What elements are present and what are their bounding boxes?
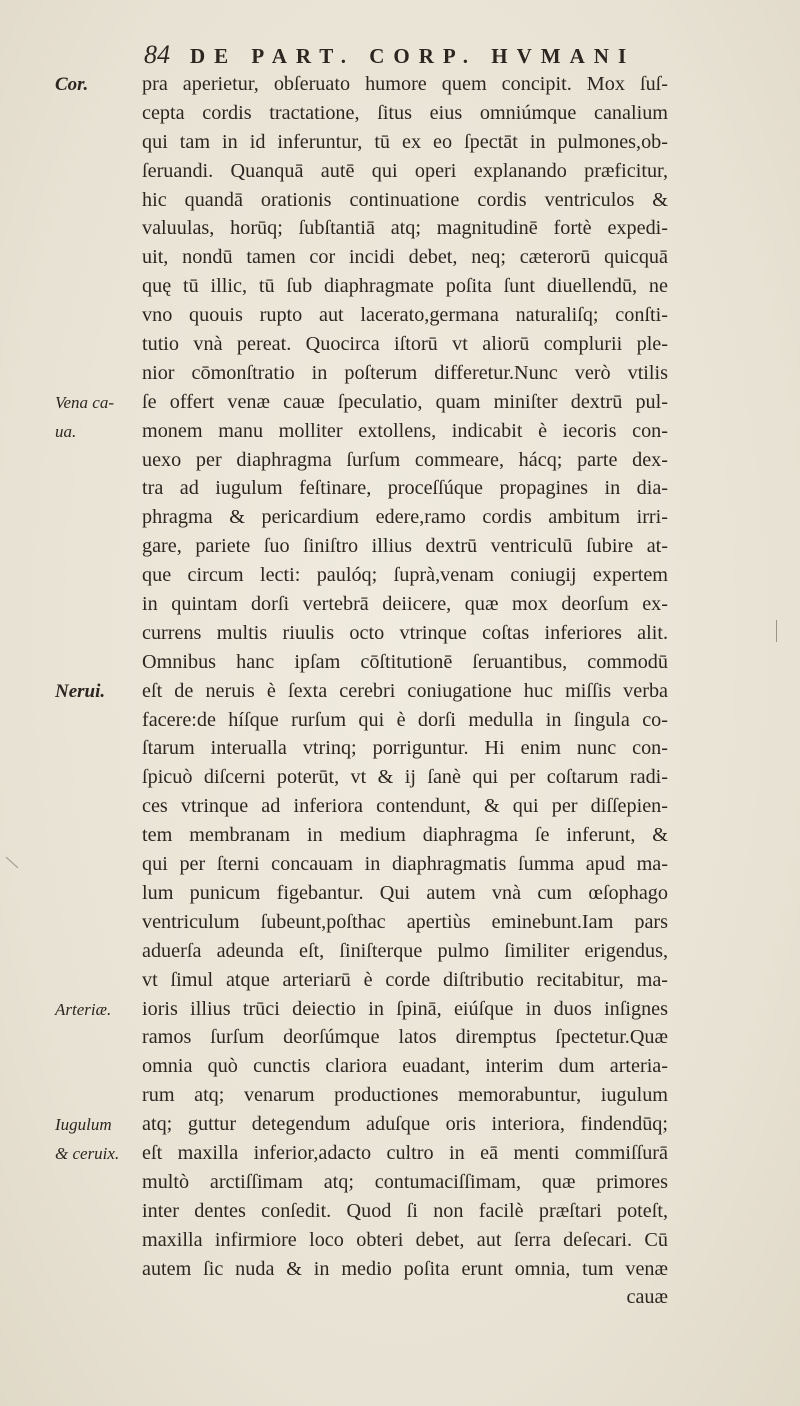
text-line: pra aperietur, obſeruato humore quem concipit. Mox ſuſ- (142, 73, 668, 95)
text-line: eſt de neruis è ſexta cerebri coniugatione huc miſſis verba (142, 679, 668, 702)
margin-note: Nerui. (55, 680, 106, 702)
text-line: currens multis riuulis octo vtrinque coſtas inferiores alit. (142, 621, 668, 644)
text-line: nior cōmonſtratio in poſterum differetur.Nunc verò vtilis (142, 361, 668, 384)
text-line: facere:de híſque rurſum qui è dorſi medulla in ſingula co- (142, 708, 668, 731)
text-line: que circum lecti: paulóq; ſuprà,venam coniugij expertem (142, 564, 668, 587)
text-line: ventriculum ſubeunt,poſthac apertiùs eminebunt.Iam pars (142, 910, 668, 933)
text-line: hic quandā orationis continuatione cordis ventriculos & (142, 188, 668, 211)
text-line: rum atq; venarum productiones memorabuntur, iugulum (142, 1084, 668, 1107)
text-line: ces vtrinque ad inferiora contendunt, & qui per diſſepien- (142, 795, 668, 818)
text-line: uexo per diaphragma ſurſum commeare, hácq; parte dex- (142, 448, 668, 471)
text-line: lum punicum figebantur. Qui autem vnà cum œſophago (142, 881, 668, 904)
text-line: cepta cordis tractatione, ſitus eius omniúmque canalium (142, 101, 668, 124)
text-line: ſeruandi. Quanquā autē qui operi explanando præficitur, (142, 159, 668, 182)
margin-note: Cor. (55, 74, 89, 95)
text-line: ioris illius trūci deiectio in ſpinā, eiúſque in duos inſignes (142, 997, 668, 1020)
text-line: cauæ (626, 1286, 668, 1309)
margin-note: & ceruix. (55, 1144, 120, 1164)
text-line: in quintam dorſi vertebrā deiicere, quæ mox deorſum ex- (142, 593, 668, 616)
text-line: tutio vnà pereat. Quocirca iſtorū vt aliorū complurii ple- (142, 333, 668, 356)
text-line: vt ſimul atque arteriarū è corde diſtributio recitabitur, ma- (142, 968, 668, 991)
text-line: qui per ſterni concauam in diaphragmatis ſumma apud ma- (142, 853, 668, 876)
text-line: ſpicuò diſcerni poterūt, vt & ij ſanè qui per coſtarum radi- (142, 766, 668, 789)
body-text (142, 70, 668, 1312)
text-line: atq; guttur detegendum aduſque oris interiora, findendūq; (142, 1113, 668, 1136)
page-number: 84 (144, 40, 170, 69)
text-line: uit, nondū tamen cor incidi debet, neq; cæterorū quicquā (142, 246, 668, 269)
text-line: qui tam in id inferuntur, tū ex eo ſpectāt in pulmones,ob- (142, 130, 668, 153)
text-line: ſe offert venæ cauæ ſpeculatio, quam miniſter dextrū pul- (142, 390, 668, 413)
text-line: autem ſic nuda & in medio poſita erunt omnia, tum venæ (142, 1257, 668, 1280)
text-line: vno quouis rupto aut lacerato,germana naturaliſq; conſti- (142, 304, 668, 327)
ink-speck (776, 620, 777, 642)
text-line: quę tū illic, tū ſub diaphragmate poſita ſunt diuellendū, ne (142, 275, 668, 298)
running-head: DE PART. CORP. HVMANI (190, 44, 636, 68)
text-line: phragma & pericardium edere,ramo cordis ambitum irri- (142, 506, 668, 529)
text-line: multò arctiſſimam atq; contumaciſſimam, quæ primores (142, 1170, 668, 1193)
text-line: aduerſa adeunda eſt, ſiniſterque pulmo ſimiliter erigendus, (142, 939, 668, 962)
text-line: eſt maxilla inferior,adacto cultro in eā menti commiſſurā (142, 1141, 668, 1164)
text-line: inter dentes conſedit. Quod ſi non facilè præſtari poteſt, (142, 1199, 668, 1222)
text-line: ſtarum interualla vtrinq; porriguntur. Hi enim nunc con- (142, 737, 668, 760)
ink-speck (6, 857, 19, 868)
margin-note: Vena ca- (55, 392, 115, 412)
margin-note: ua. (55, 421, 77, 441)
text-line: tra ad iugulum feſtinare, proceſſúque propagines in dia- (142, 477, 668, 500)
text-line: Omnibus hanc ipſam cōſtitutionē ſeruantibus, commodū (142, 650, 668, 673)
text-line: tem membranam in medium diaphragma ſe inferunt, & (142, 824, 668, 847)
text-line: gare, pariete ſuo ſiniſtro illius dextrū ventriculū ſubire at- (142, 535, 668, 558)
margin-note: Iugulum (55, 1115, 112, 1135)
text-line: maxilla infirmiore loco obteri debet, aut ſerra deſecari. Cū (142, 1228, 668, 1251)
text-line: valuulas, horūq; ſubſtantiā atq; magnitudinē fortè expedi- (142, 217, 668, 240)
text-line: ramos ſurſum deorſúmque latos diremptus ſpectetur.Quæ (142, 1026, 668, 1049)
text-line: monem manu molliter extollens, indicabit è iecoris con- (142, 419, 668, 442)
text-line: omnia quò cunctis clariora euadant, interim dum arteria- (142, 1055, 668, 1078)
margin-note: Arteriæ. (55, 999, 112, 1019)
